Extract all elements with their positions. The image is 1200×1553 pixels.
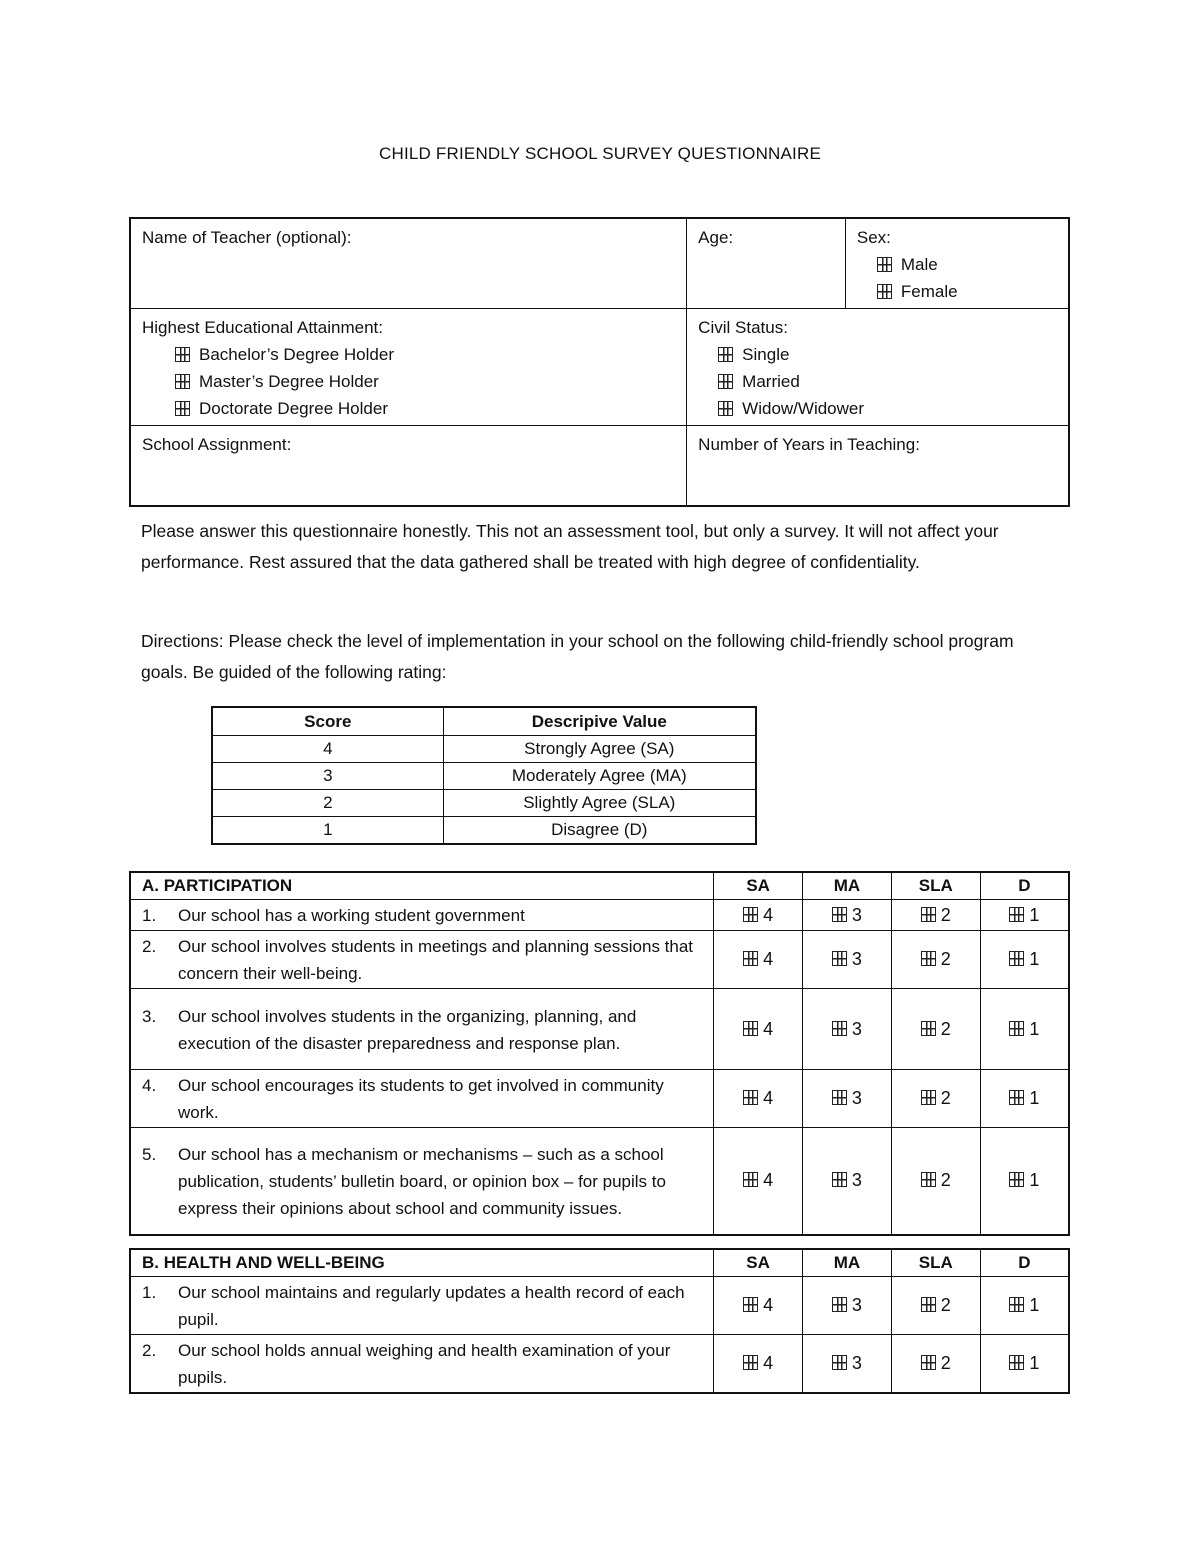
rating-value: Strongly Agree (SA) bbox=[443, 736, 756, 763]
checkbox-icon[interactable] bbox=[743, 1090, 758, 1105]
option-ma[interactable]: 3 bbox=[803, 931, 892, 989]
question-row bbox=[130, 1070, 1069, 1128]
option-ma[interactable]: 3 bbox=[803, 1277, 892, 1335]
checkbox-icon[interactable] bbox=[921, 907, 936, 922]
rating-row bbox=[212, 817, 756, 845]
question-row bbox=[130, 1128, 1069, 1235]
option-ma[interactable]: 3 bbox=[803, 1070, 892, 1128]
checkbox-icon[interactable] bbox=[921, 1090, 936, 1105]
checkbox-icon[interactable] bbox=[1009, 951, 1024, 966]
option-sla[interactable]: 2 bbox=[891, 931, 980, 989]
d-header: D bbox=[980, 1249, 1069, 1277]
option-sa[interactable]: 4 bbox=[714, 931, 803, 989]
rating-score: 4 bbox=[212, 736, 443, 763]
question-number: 3. bbox=[142, 1006, 157, 1026]
education-cell bbox=[130, 309, 687, 426]
rating-value: Disagree (D) bbox=[443, 817, 756, 845]
sa-header: SA bbox=[714, 872, 803, 900]
section-a-heading: A. PARTICIPATION bbox=[130, 872, 714, 900]
ma-header: MA bbox=[803, 872, 892, 900]
sex-cell bbox=[845, 218, 1069, 309]
teacher-info-table bbox=[129, 217, 1070, 507]
civil-option-widow[interactable]: Widow/Widower bbox=[698, 395, 1057, 422]
checkbox-icon[interactable] bbox=[743, 1297, 758, 1312]
question-text: Our school involves students in meetings and planning sessions that concern their well-being. bbox=[178, 937, 694, 983]
education-label: Highest Educational Attainment: bbox=[142, 318, 383, 337]
checkbox-icon[interactable] bbox=[921, 1021, 936, 1036]
education-option-doctorate[interactable]: Doctorate Degree Holder bbox=[142, 395, 675, 422]
checkbox-icon[interactable] bbox=[1009, 907, 1024, 922]
option-d[interactable]: 1 bbox=[980, 1335, 1069, 1394]
ma-header: MA bbox=[803, 1249, 892, 1277]
option-sa[interactable]: 4 bbox=[714, 1335, 803, 1394]
question-number: 1. bbox=[142, 906, 157, 925]
sex-option-male[interactable]: Male bbox=[857, 251, 1057, 278]
checkbox-icon[interactable] bbox=[832, 1297, 847, 1312]
civil-status-label: Civil Status: bbox=[698, 318, 788, 337]
civil-status-cell bbox=[687, 309, 1069, 426]
question-number: 1. bbox=[142, 1283, 157, 1302]
question-text: Our school has a working student government bbox=[178, 906, 525, 925]
checkbox-icon[interactable] bbox=[743, 951, 758, 966]
question-row bbox=[130, 931, 1069, 989]
age-cell[interactable] bbox=[687, 218, 846, 309]
checkbox-icon[interactable] bbox=[1009, 1021, 1024, 1036]
question-row bbox=[130, 989, 1069, 1070]
checkbox-icon[interactable] bbox=[921, 1172, 936, 1187]
question-row bbox=[130, 1335, 1069, 1394]
option-ma[interactable]: 3 bbox=[803, 1128, 892, 1235]
option-ma[interactable]: 3 bbox=[803, 900, 892, 931]
checkbox-icon[interactable] bbox=[877, 284, 892, 299]
checkbox-icon[interactable] bbox=[832, 1172, 847, 1187]
option-d[interactable]: 1 bbox=[980, 1128, 1069, 1235]
option-d[interactable]: 1 bbox=[980, 931, 1069, 989]
sex-label: Sex: bbox=[856, 228, 891, 247]
question-number: 4. bbox=[142, 1076, 157, 1095]
option-sa[interactable]: 4 bbox=[714, 900, 803, 931]
checkbox-icon[interactable] bbox=[743, 1021, 758, 1036]
option-sa[interactable]: 4 bbox=[714, 989, 803, 1070]
intro-paragraph: Please answer this questionnaire honestly. This not an assessment tool, but only a survey. It will not affect your performance. Rest assured that the data gathered shall be treated with high degree of confidentiality. bbox=[141, 521, 999, 572]
name-label: Name of Teacher (optional): bbox=[142, 228, 352, 247]
rating-row bbox=[212, 790, 756, 817]
school-assignment-label: School Assignment: bbox=[142, 435, 292, 454]
question-text: Our school holds annual weighing and health examination of your pupils. bbox=[178, 1341, 671, 1387]
question-text: Our school maintains and regularly updates a health record of each pupil. bbox=[178, 1283, 685, 1329]
checkbox-icon[interactable] bbox=[175, 401, 190, 416]
option-ma[interactable]: 3 bbox=[803, 1335, 892, 1394]
option-d[interactable]: 1 bbox=[980, 900, 1069, 931]
checkbox-icon[interactable] bbox=[921, 1355, 936, 1370]
section-a-participation-table bbox=[129, 871, 1070, 1236]
option-sla[interactable]: 2 bbox=[891, 1128, 980, 1235]
option-sa[interactable]: 4 bbox=[714, 1277, 803, 1335]
score-header: Score bbox=[212, 707, 443, 736]
checkbox-icon[interactable] bbox=[743, 1355, 758, 1370]
years-teaching-label: Number of Years in Teaching: bbox=[698, 435, 920, 454]
d-header: D bbox=[980, 872, 1069, 900]
checkbox-icon[interactable] bbox=[921, 1297, 936, 1312]
checkbox-icon[interactable] bbox=[832, 1090, 847, 1105]
option-sla[interactable]: 2 bbox=[891, 1335, 980, 1394]
education-option-master[interactable]: Master’s Degree Holder bbox=[142, 368, 675, 395]
rating-score: 2 bbox=[212, 790, 443, 817]
checkbox-icon[interactable] bbox=[743, 907, 758, 922]
years-teaching-cell[interactable] bbox=[687, 426, 1069, 506]
rating-value: Moderately Agree (MA) bbox=[443, 763, 756, 790]
option-d[interactable]: 1 bbox=[980, 989, 1069, 1070]
question-row bbox=[130, 1277, 1069, 1335]
rating-value: Slightly Agree (SLA) bbox=[443, 790, 756, 817]
rating-score: 3 bbox=[212, 763, 443, 790]
page-title: CHILD FRIENDLY SCHOOL SURVEY QUESTIONNAIRE bbox=[379, 144, 821, 163]
option-sla[interactable]: 2 bbox=[891, 1070, 980, 1128]
education-option-bachelor[interactable]: Bachelor’s Degree Holder bbox=[142, 341, 675, 368]
checkbox-icon[interactable] bbox=[718, 374, 733, 389]
checkbox-icon[interactable] bbox=[921, 951, 936, 966]
civil-option-single[interactable]: Single bbox=[698, 341, 1057, 368]
section-b-health-table bbox=[129, 1248, 1070, 1394]
sa-header: SA bbox=[714, 1249, 803, 1277]
age-label: Age: bbox=[698, 228, 734, 247]
option-d[interactable]: 1 bbox=[980, 1070, 1069, 1128]
checkbox-icon[interactable] bbox=[175, 374, 190, 389]
option-sa[interactable]: 4 bbox=[714, 1070, 803, 1128]
checkbox-icon[interactable] bbox=[718, 401, 733, 416]
directions-paragraph: Directions: Please check the level of implementation in your school on the following child-friendly school program goals. Be guided of the following rating: bbox=[141, 631, 1014, 682]
descriptive-value-header: Descripive Value bbox=[443, 707, 756, 736]
rating-scale-table bbox=[211, 706, 757, 845]
checkbox-icon[interactable] bbox=[1009, 1297, 1024, 1312]
name-cell[interactable] bbox=[130, 218, 687, 309]
checkbox-icon[interactable] bbox=[832, 907, 847, 922]
question-number: 5. bbox=[142, 1144, 157, 1164]
rating-score: 1 bbox=[212, 817, 443, 845]
option-sla[interactable]: 2 bbox=[891, 1277, 980, 1335]
checkbox-icon[interactable] bbox=[1009, 1355, 1024, 1370]
sla-header: SLA bbox=[891, 872, 980, 900]
checkbox-icon[interactable] bbox=[743, 1172, 758, 1187]
question-text: Our school has a mechanism or mechanisms – such as a school publication, students’ bulletin board, or opinion box – for pupils to express their opinions about school and community issues. bbox=[178, 1144, 666, 1218]
checkbox-icon[interactable] bbox=[1009, 1172, 1024, 1187]
checkbox-icon[interactable] bbox=[718, 347, 733, 362]
question-row bbox=[130, 900, 1069, 931]
option-d[interactable]: 1 bbox=[980, 1277, 1069, 1335]
checkbox-icon[interactable] bbox=[877, 257, 892, 272]
checkbox-icon[interactable] bbox=[832, 1021, 847, 1036]
sex-option-female[interactable]: Female bbox=[857, 278, 1057, 305]
option-sa[interactable]: 4 bbox=[714, 1128, 803, 1235]
section-b-heading: B. HEALTH AND WELL-BEING bbox=[130, 1249, 714, 1277]
checkbox-icon[interactable] bbox=[1009, 1090, 1024, 1105]
rating-row bbox=[212, 763, 756, 790]
question-text: Our school involves students in the organizing, planning, and execution of the disaster preparedness and response plan. bbox=[178, 1006, 637, 1053]
question-number: 2. bbox=[142, 937, 157, 956]
option-ma[interactable]: 3 bbox=[803, 989, 892, 1070]
checkbox-icon[interactable] bbox=[175, 347, 190, 362]
question-number: 2. bbox=[142, 1341, 157, 1360]
sla-header: SLA bbox=[891, 1249, 980, 1277]
checkbox-icon[interactable] bbox=[832, 951, 847, 966]
checkbox-icon[interactable] bbox=[832, 1355, 847, 1370]
school-assignment-cell[interactable] bbox=[130, 426, 687, 506]
civil-option-married[interactable]: Married bbox=[698, 368, 1057, 395]
option-sla[interactable]: 2 bbox=[891, 989, 980, 1070]
rating-row bbox=[212, 736, 756, 763]
question-text: Our school encourages its students to get involved in community work. bbox=[178, 1076, 664, 1122]
option-sla[interactable]: 2 bbox=[891, 900, 980, 931]
